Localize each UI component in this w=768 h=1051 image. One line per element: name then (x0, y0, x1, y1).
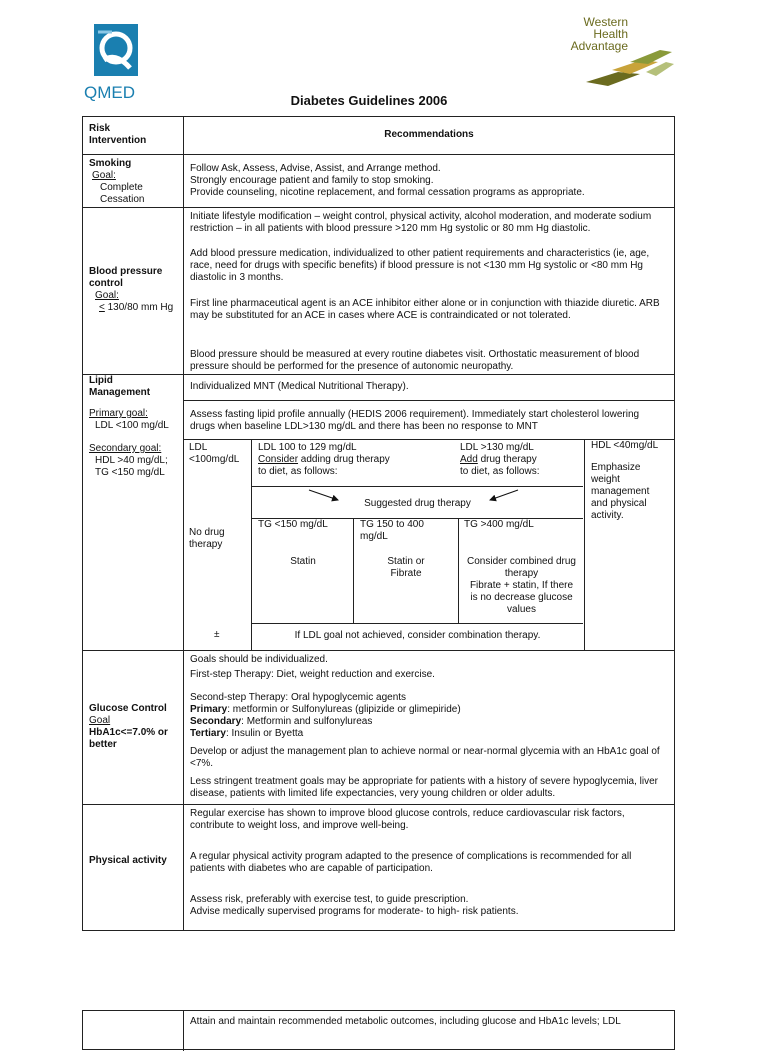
statin-fibrate-cell: Statin or Fibrate (387, 556, 425, 579)
smoking-risk-cell: Smoking Goal: Complete Cessation (89, 158, 145, 205)
combined-therapy-cell: Consider combined drug therapy Fibrate + statin, If there is no decrease glucose values (467, 556, 576, 615)
ldl-mid-cell: LDL 100 to 129 mg/dL Consider adding drug therapy to diet, as follows: (258, 442, 390, 477)
row-divider (83, 650, 674, 651)
western-health-advantage-logo (568, 16, 678, 94)
smoking-recommendations: Follow Ask, Assess, Advise, Assist, and Arrange method. Strongly encourage patient and family to stop smoking. Provide counseling, nicotine replacement, and formal cessation programs as appropriate. (190, 163, 585, 198)
row-divider (83, 804, 674, 805)
wha-line: Advantage (570, 39, 628, 53)
bp-recommendations: Add blood pressure medication, individualized to other patient requirements and characteristics (ie, age, race, need for drugs with specific benefits) if blood pressure is not <130 mm Hg systolic or <80 mm Hg diastolic in 3 months. (190, 248, 650, 283)
activity-risk-cell: Physical activity (89, 855, 167, 866)
glucose-risk-cell: Glucose Control Goal HbA1c<=7.0% or better (89, 703, 168, 750)
wha-line: Health (593, 27, 628, 41)
next-page-table (82, 1010, 675, 1050)
column-divider (183, 117, 184, 930)
next-page-text: Attain and maintain recommended metabolic outcomes, including glucose and HbA1c levels; LDL (190, 1016, 621, 1027)
plus-minus: ± (214, 629, 220, 640)
tg-low-head: TG <150 mg/dL (258, 519, 328, 530)
header-risk-intervention: Risk Intervention (89, 123, 147, 146)
suggested-drug-therapy: Suggested drug therapy (364, 498, 471, 509)
wha-leaf-icon (568, 16, 678, 94)
bp-recommendations: Blood pressure should be measured at every routine diabetes visit. Orthostatic measurement of blood pressure should be performed for the presence of autonomic neuropathy. (190, 349, 640, 372)
column-divider (584, 439, 585, 650)
qmed-logo-text: QMED (84, 83, 135, 102)
wha-line: Western (583, 15, 628, 29)
bp-recommendations: First line pharmaceutical agent is an ACE inhibitor either alone or in conjunction with thiazide diuretic. ARB may be substituted for an ACE in cases where ACE is contraindicated or not tolerated. (190, 298, 660, 321)
hdl-cell: HDL <40mg/dL Emphasize weight management and physical activity. (591, 440, 659, 521)
column-divider (183, 1011, 184, 1051)
guidelines-table (82, 116, 675, 931)
lipid-assess: Assess fasting lipid profile annually (HEDIS 2006 requirement). Immediately start cholesterol lowering drugs when baseline LDL>130 mg/dL and there has been no response to MNT (190, 409, 640, 432)
row-divider (83, 207, 674, 208)
lipid-risk-cell: Lipid Management Primary goal: LDL <100 mg/dL Secondary goal: HDL >40 mg/dL; TG <150 mg/dL (89, 375, 169, 478)
row-divider (83, 374, 674, 375)
bp-risk-cell: Blood pressure control Goal: < 130/80 mm Hg (89, 266, 174, 313)
tg-high-head: TG >400 mg/dL (464, 519, 534, 530)
statin-cell: Statin (290, 556, 316, 567)
ldl-high-cell: LDL >130 mg/dL Add drug therapy to diet, as follows: (460, 442, 540, 477)
no-drug-therapy: No drug therapy (189, 527, 225, 550)
row-divider (251, 623, 583, 624)
row-divider (183, 400, 674, 401)
header-recommendations: Recommendations (384, 129, 474, 140)
row-divider (83, 154, 674, 155)
combination-note: If LDL goal not achieved, consider combination therapy. (294, 630, 541, 641)
qmed-logo (84, 22, 156, 106)
bp-recommendations: Initiate lifestyle modification – weight control, physical activity, alcohol moderation, and moderate sodium restriction – in all patients with blood pressure >120 mm Hg systolic or 80 mm Hg diastolic. (190, 211, 652, 234)
document-title: Diabetes Guidelines 2006 (290, 93, 448, 108)
ldl-low-cell: LDL <100mg/dL (189, 442, 240, 465)
lipid-mnt: Individualized MNT (Medical Nutritional Therapy). (190, 381, 409, 392)
glucose-recommendations: Goals should be individualized. First-step Therapy: Diet, weight reduction and exercise. Second-step Therapy: Oral hypoglycemic agents Primary: metformin or Sulfonylureas (glipizide or glimepiride) Secondary: Metformin and sulfonylureas Tertiary: Insulin or Byetta Develop or adjust the management plan to achieve normal or near-normal glycemia with an HbA1c goal of <7%. Less stringent treatment goals may be appropriate for patients with a history of severe hypoglycemia, liver disease, patients with limited life expectancies, very young children or older adults. (190, 654, 660, 799)
column-divider (251, 439, 252, 650)
activity-recommendations: Regular exercise has shown to improve blood glucose controls, reduce cardiovascular risk factors, contribute to weight loss, and improve well-being. A regular physical activity program adapted to the presence of complications is recommended for all patients with diabetes who are capable of participation. Assess risk, preferably with exercise test, to guide prescription. Advise medically supervised programs for moderate- to high- risk patients. (190, 808, 632, 917)
tg-mid-head: TG 150 to 400 mg/dL (360, 519, 424, 542)
